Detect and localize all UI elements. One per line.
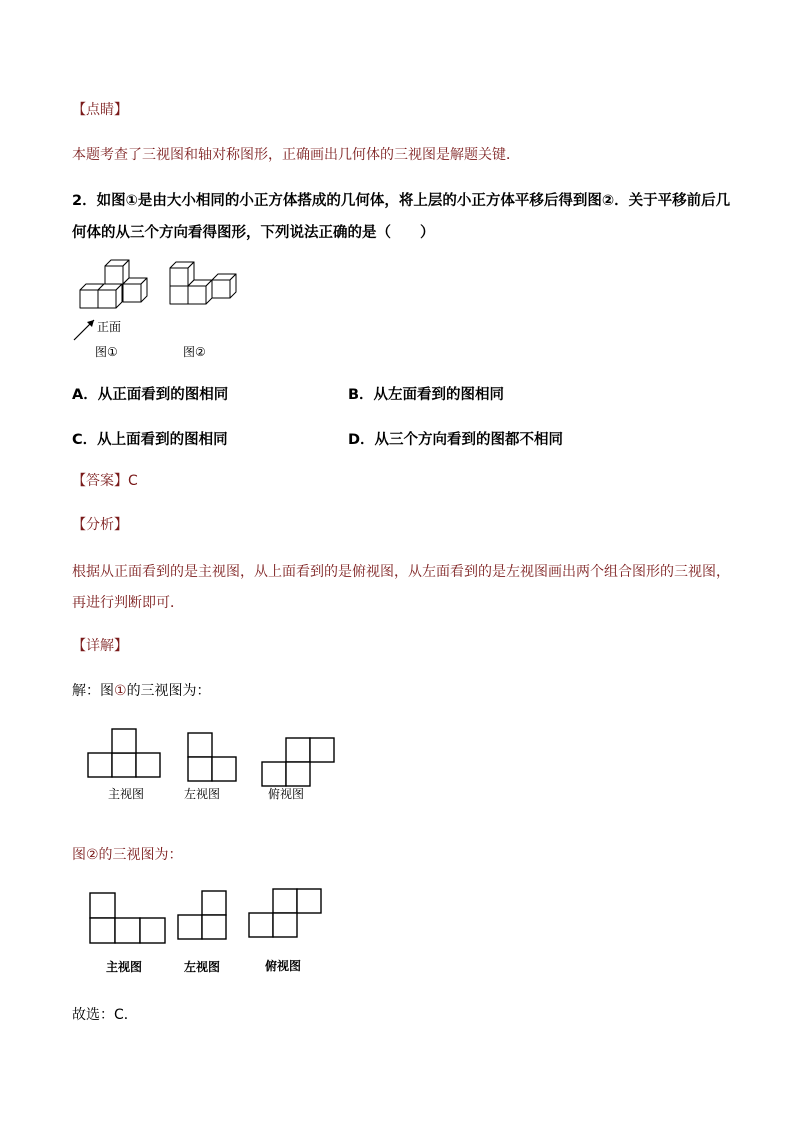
fig1-left-view-label: 左视图 bbox=[184, 787, 221, 801]
detail-intro-1-mark: ① bbox=[114, 683, 127, 699]
analysis-line-1: 根据从正面看到的是主视图，从上面看到的是俯视图，从左面看到的是左视图画出两个组合图形的三视图， bbox=[72, 564, 730, 580]
fig2-top-view bbox=[249, 889, 321, 937]
detail-label: 【详解】 bbox=[72, 638, 128, 654]
front-label: 正面 bbox=[97, 320, 122, 334]
answer-value: C bbox=[128, 473, 138, 489]
option-c[interactable]: C．从上面看到的图相同 bbox=[72, 432, 228, 448]
conclusion: 故选：C． bbox=[72, 1007, 138, 1023]
figure-2-label: 图② bbox=[183, 345, 206, 359]
option-b[interactable]: B．从左面看到的图相同 bbox=[348, 387, 505, 403]
fig1-main-view-label: 主视图 bbox=[108, 787, 145, 801]
option-a[interactable]: A．从正面看到的图相同 bbox=[72, 387, 229, 403]
dianjing-label: 【点睛】 bbox=[72, 102, 128, 118]
answer-label: 【答案】 bbox=[72, 473, 128, 489]
dianjing-text: 本题考查了三视图和轴对称图形，正确画出几何体的三视图是解题关键． bbox=[72, 147, 520, 163]
fig2-main-view-label: 主视图 bbox=[106, 960, 143, 974]
fig2-top-view-label: 俯视图 bbox=[265, 959, 302, 973]
fig2-left-view-label: 左视图 bbox=[184, 960, 221, 974]
question-line-2: 何体的从三个方向看得图形，下列说法正确的是（ ） bbox=[72, 225, 435, 241]
figure-1-label: 图① bbox=[95, 345, 118, 359]
fig2-main-view bbox=[90, 893, 165, 943]
detail-intro-2: 图②的三视图为： bbox=[72, 847, 183, 863]
analysis-label: 【分析】 bbox=[72, 517, 128, 533]
fig2-left-view bbox=[178, 891, 226, 939]
detail-intro-1-suffix: 的三视图为： bbox=[126, 683, 211, 699]
analysis-line-2: 再进行判断即可． bbox=[72, 595, 184, 611]
option-d[interactable]: D．从三个方向看到的图都不相同 bbox=[348, 432, 564, 448]
question-line-1: 2．如图①是由大小相同的小正方体搭成的几何体，将上层的小正方体平移后得到图②．关于平移前后几 bbox=[72, 193, 731, 209]
detail-intro-1-prefix: 解：图 bbox=[72, 683, 114, 699]
fig1-top-view-label: 俯视图 bbox=[268, 787, 305, 801]
